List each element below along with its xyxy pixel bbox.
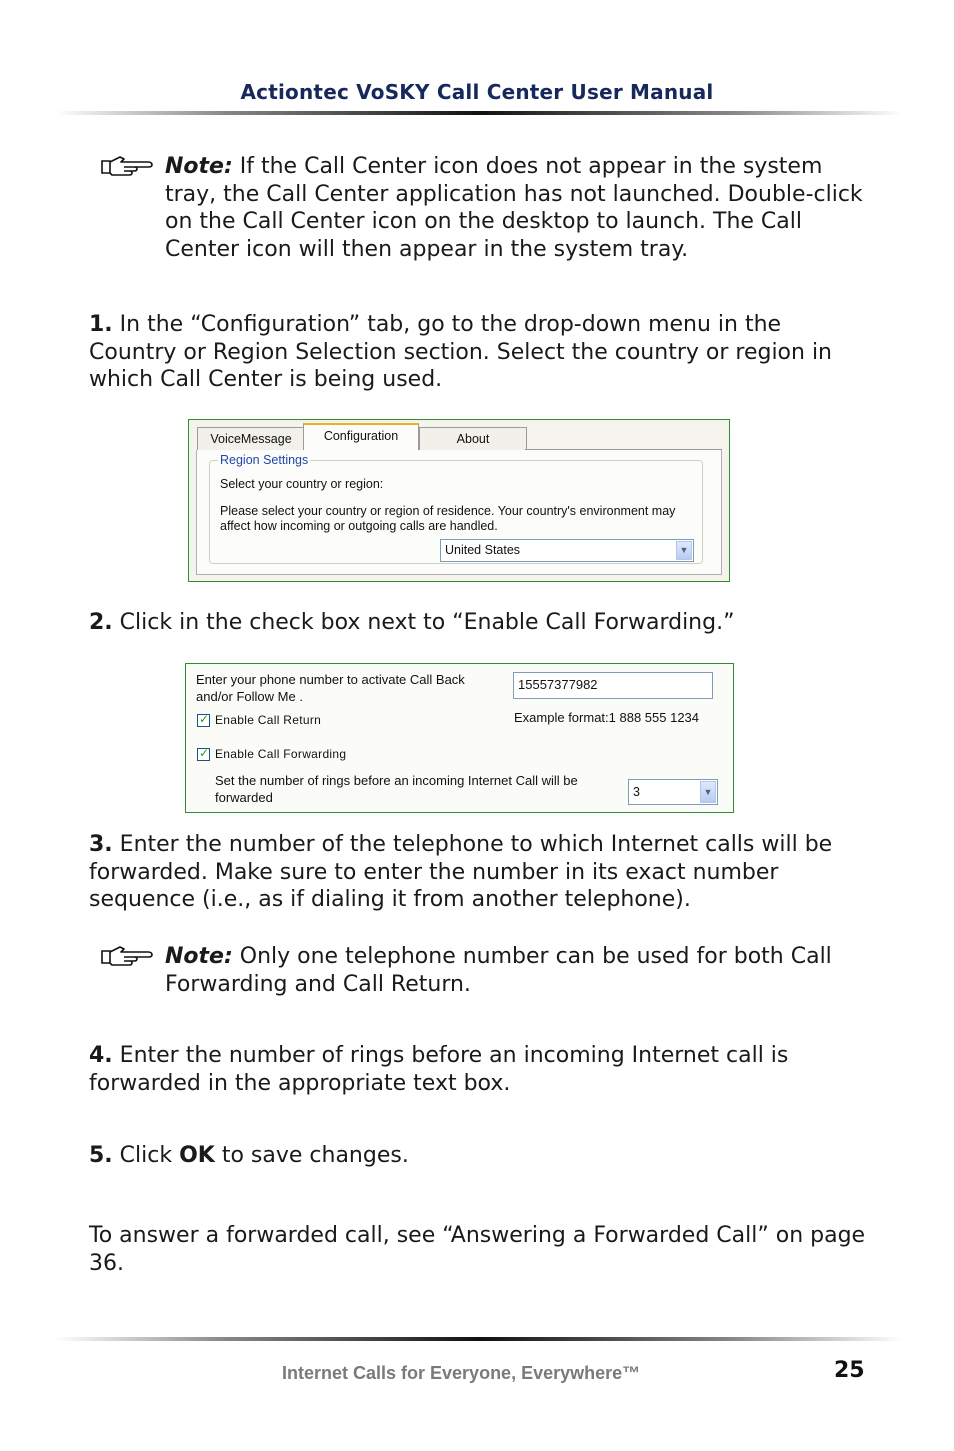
step-5-ok: OK (179, 1143, 215, 1168)
tab-voicemessage[interactable]: VoiceMessage (197, 427, 305, 450)
region-settings-legend: Region Settings (220, 453, 309, 467)
step-5-number: 5. (89, 1143, 113, 1168)
region-prompt: Select your country or region: (220, 477, 384, 491)
configuration-tab-screenshot (188, 419, 730, 582)
footer-rule (55, 1337, 903, 1341)
step-2-number: 2. (89, 610, 113, 635)
chevron-down-icon[interactable]: ▼ (700, 781, 716, 803)
chevron-down-icon[interactable]: ▼ (676, 541, 692, 560)
phone-instruction-line2: and/or Follow Me . (196, 689, 303, 704)
step-1-number: 1. (89, 312, 113, 337)
note-1-text: If the Call Center icon does not appear in the system tray, the Call Center application has not launched. Double-click on the Call Center icon on the desktop to launch. The Call Center icon will then appear in the system tray. (165, 154, 863, 262)
country-dropdown-value: United States (445, 543, 521, 557)
pointing-hand-icon (100, 153, 154, 177)
footer-tagline: Internet Calls for Everyone, Everywhere™ (282, 1363, 641, 1383)
country-dropdown[interactable] (440, 539, 694, 562)
header-rule (55, 111, 903, 115)
rings-instruction-line1: Set the number of rings before an incoming Internet Call will be (215, 773, 578, 788)
region-description-line2: affect how incoming or outgoing calls are handled. (220, 519, 498, 533)
step-5 (89, 1142, 869, 1170)
step-3-number: 3. (89, 832, 113, 857)
call-forwarding-screenshot (185, 663, 734, 813)
call-return-checkbox[interactable] (197, 714, 210, 727)
step-5-pre: Click (119, 1143, 173, 1168)
note-1-label: Note: (165, 154, 233, 179)
step-1-text: In the “Configuration” tab, go to the drop-down menu in the Country or Region Selection section. Select the country or region in which Call Center is being used. (89, 312, 833, 392)
rings-dropdown-value: 3 (633, 785, 640, 799)
step-3 (89, 831, 869, 914)
header-title: Actiontec VoSKY Call Center User Manual (240, 80, 714, 104)
rings-dropdown[interactable] (628, 779, 718, 805)
region-settings-group (209, 453, 703, 564)
step-4 (89, 1042, 869, 1097)
example-format: Example format:1 888 555 1234 (514, 710, 700, 725)
phone-instruction-line1: Enter your phone number to activate Call Back (196, 672, 465, 687)
tab-about[interactable]: About (419, 427, 527, 450)
page-number: 25 (834, 1358, 865, 1383)
closing-paragraph: To answer a forwarded call, see “Answering a Forwarded Call” on page 36. (89, 1223, 866, 1276)
tab-configuration[interactable]: Configuration (303, 423, 419, 452)
note-2-label: Note: (165, 944, 233, 969)
step-5-post: to save changes. (221, 1143, 409, 1168)
note-2 (100, 943, 870, 998)
step-4-number: 4. (89, 1043, 113, 1068)
step-1 (89, 311, 869, 394)
step-2-text: Click in the check box next to “Enable Call Forwarding.” (119, 610, 735, 635)
step-4-text: Enter the number of rings before an incoming Internet call is forwarded in the appropriate text box. (89, 1043, 789, 1096)
step-3-text: Enter the number of the telephone to which Internet calls will be forwarded. Make sure to enter the number in its exact number sequence (i.e., as if dialing it from another telephone). (89, 832, 833, 912)
step-2 (89, 609, 869, 637)
call-forwarding-label: Enable Call Forwarding (215, 747, 347, 761)
tab-panel (196, 450, 722, 575)
call-return-label: Enable Call Return (215, 713, 322, 727)
note-1 (100, 153, 870, 263)
pointing-hand-icon (100, 943, 154, 967)
phone-number-input[interactable] (513, 672, 713, 699)
note-2-text: Only one telephone number can be used for both Call Forwarding and Call Return. (165, 944, 832, 997)
call-forwarding-checkbox[interactable] (197, 748, 210, 761)
region-description-line1: Please select your country or region of residence. Your country's environment may (220, 504, 676, 518)
phone-number-value: 15557377982 (518, 677, 598, 692)
rings-instruction-line2: forwarded (215, 790, 273, 805)
